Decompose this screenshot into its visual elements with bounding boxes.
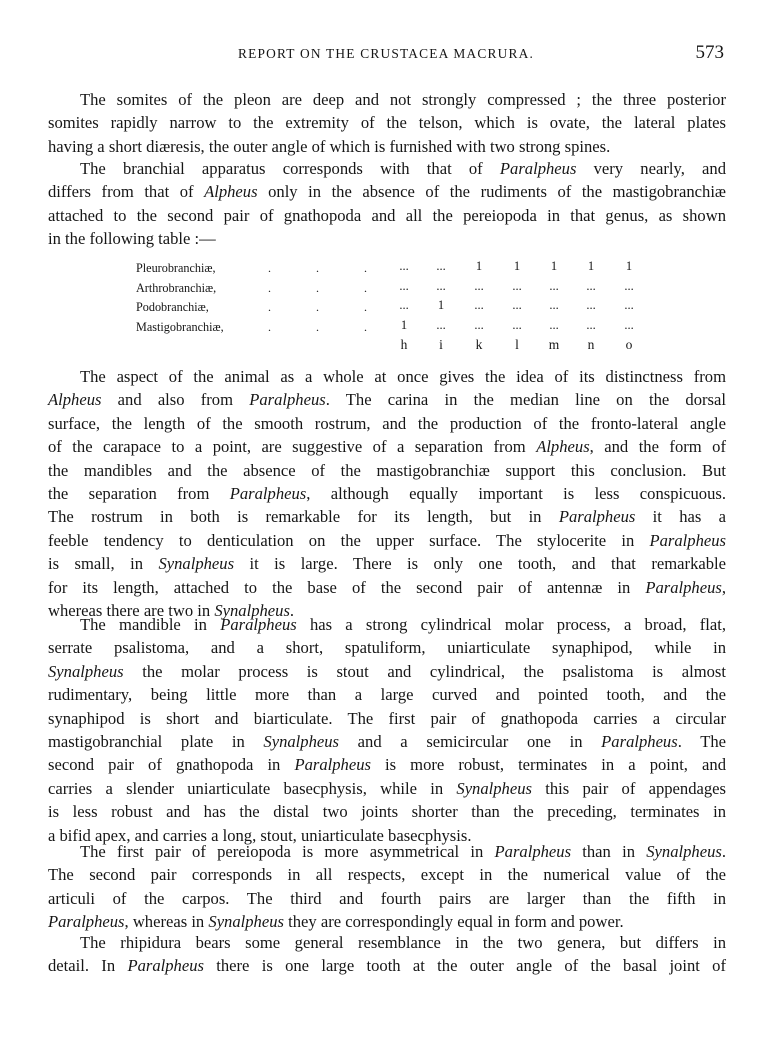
column-letter: i xyxy=(439,337,443,352)
table-cell: ... xyxy=(512,317,522,332)
leader-dot: . xyxy=(268,261,271,275)
page-number: 573 xyxy=(695,42,724,63)
text-line: the mandibles and the absence of the mastigobranchiæ support this conclusion. But xyxy=(48,460,726,480)
leader-dot: . xyxy=(268,280,271,295)
text-line: in the following table :— xyxy=(48,229,216,249)
leader-dot: . xyxy=(364,300,367,314)
text-line: The branchial apparatus corresponds with that of Paralpheus very nearly, and xyxy=(80,159,726,178)
row-label: Arthrobranchiæ, xyxy=(136,280,217,295)
table-cell: ... xyxy=(586,317,596,332)
table-cell: ... xyxy=(549,278,559,293)
table-cell: 1 xyxy=(400,317,408,332)
table-cell: 1 xyxy=(513,259,521,273)
running-title: REPORT ON THE CRUSTACEA MACRURA. xyxy=(237,46,535,61)
text-line: The second pair corresponds in all respects, except in the numerical value of the xyxy=(48,865,726,885)
leader-dot: . xyxy=(316,300,319,314)
text-line: differs from that of Alpheus only in the absence of the rudiments of the mastigobranchiæ xyxy=(48,182,726,202)
text-line: articuli of the carpos. The third and fourth pairs are larger than the fifth in xyxy=(48,888,726,908)
table-cell: ... xyxy=(474,298,484,312)
table-cell: ... xyxy=(436,259,446,273)
leader-dot: . xyxy=(316,261,319,275)
text-line: mastigobranchial plate in Synalpheus and a semicircular one in Paralpheus. The xyxy=(48,731,726,751)
table-cell: ... xyxy=(624,317,634,332)
paragraph-aspect xyxy=(48,365,726,622)
leader-dot: . xyxy=(268,319,271,334)
table-cell: 1 xyxy=(550,259,558,273)
paragraph-mandible xyxy=(48,613,726,847)
text-line: carries a slender uniarticulate basecphysis, while in Synalpheus this pair of appendages xyxy=(48,778,726,798)
text-line: The rostrum in both is remarkable for its length, but in Paralpheus it has a xyxy=(48,507,726,527)
paragraph-rhipidura xyxy=(48,931,726,978)
text-line: having a short diæresis, the outer angle of which is furnished with two strong spines. xyxy=(48,136,611,156)
text-line: Paralpheus, whereas in Synalpheus they are correspondingly equal in form and power. xyxy=(48,912,624,932)
leader-dot: . xyxy=(364,319,367,334)
leader-dot: . xyxy=(364,280,367,295)
leader-dot: . xyxy=(316,319,319,334)
branchial-formula-table xyxy=(136,259,646,357)
column-letter: l xyxy=(515,337,519,352)
text-line: The first pair of pereiopoda is more asymmetrical in Paralpheus than in Synalpheus. xyxy=(80,842,726,861)
table-row xyxy=(136,318,646,338)
table-cell: ... xyxy=(549,298,559,312)
row-label: Pleurobranchiæ, xyxy=(136,261,216,275)
table-cell: ... xyxy=(399,278,409,293)
column-letter: k xyxy=(475,337,483,352)
text-line: whereas there are two in Synalpheus. xyxy=(48,600,295,620)
text-line: detail. In Paralpheus there is one large tooth at the outer angle of the basal joint of xyxy=(48,956,726,976)
text-line: surface, the length of the smooth rostrum, and the production of the fronto-lateral angle xyxy=(48,413,726,433)
text-line: is less robust and has the distal two joints shorter than the preceding, terminates in xyxy=(48,802,726,822)
table-row xyxy=(136,259,646,279)
row-label: Podobranchiæ, xyxy=(136,300,209,314)
table-cell: 1 xyxy=(625,259,633,273)
text-line: The aspect of the animal as a whole at once gives the idea of its distinctness from xyxy=(80,367,726,386)
table-cell: 1 xyxy=(587,259,595,273)
table-row xyxy=(136,279,646,299)
table-cell: ... xyxy=(474,278,484,293)
table-cell: ... xyxy=(399,298,409,312)
paragraph-branchial xyxy=(48,157,726,251)
text-line: second pair of gnathopoda in Paralpheus is more robust, terminates in a point, and xyxy=(48,755,726,775)
text-line: a bifid apex, and carries a long, stout, uniarticulate basecphysis. xyxy=(48,825,472,845)
table-cell: ... xyxy=(586,278,596,293)
text-line: for its length, attached to the base of the second pair of antennæ in Paralpheus, xyxy=(48,577,726,597)
table-cell: ... xyxy=(586,298,596,312)
table-cell: ... xyxy=(549,317,559,332)
table-cell: ... xyxy=(624,278,634,293)
leader-dot: . xyxy=(316,280,319,295)
text-line: Synalpheus the molar process is stout and cylindrical, the psalistoma is almost xyxy=(48,661,726,681)
column-letter: n xyxy=(587,337,595,352)
table-cell: ... xyxy=(624,298,634,312)
table-cell: ... xyxy=(474,317,484,332)
text-line: rudimentary, being little more than a large curved and pointed tooth, and the xyxy=(48,685,726,705)
text-line: The somites of the pleon are deep and not strongly compressed ; the three posterior xyxy=(80,90,726,109)
table-cell: 1 xyxy=(437,298,445,312)
table-row xyxy=(136,298,646,318)
paragraph-pereiopoda xyxy=(48,840,726,934)
table-cell: ... xyxy=(512,278,522,293)
text-line: The rhipidura bears some general resemblance in the two genera, but differs in xyxy=(80,933,726,952)
text-line: the separation from Paralpheus, although equally important is less conspicuous. xyxy=(48,483,726,503)
text-line: is small, in Synalpheus it is large. There is only one tooth, and that remarkable xyxy=(48,554,726,574)
table-cell: 1 xyxy=(475,259,483,273)
text-line: of the carapace to a point, are suggestive of a separation from Alpheus, and the form of xyxy=(48,437,726,457)
paragraph-pleon xyxy=(48,88,726,158)
text-line: serrate psalistoma, and a short, spatuliform, uniarticulate synaphipod, while in xyxy=(48,638,726,658)
table-cell: ... xyxy=(399,259,409,273)
table-cell: ... xyxy=(512,298,522,312)
text-line: feeble tendency to denticulation on the upper surface. The stylocerite in Paralpheus xyxy=(48,530,726,550)
text-line: Alpheus and also from Paralpheus. The carina in the median line on the dorsal xyxy=(48,390,726,410)
column-letter: m xyxy=(548,337,560,352)
table-cell: ... xyxy=(436,317,446,332)
text-line: synaphipod is short and biarticulate. The first pair of gnathopoda carries a circular xyxy=(48,708,726,728)
column-letter: o xyxy=(625,337,633,352)
row-label: Mastigobranchiæ, xyxy=(136,319,224,334)
table-cell: ... xyxy=(436,278,446,293)
column-letter: h xyxy=(400,337,408,352)
text-line: somites rapidly narrow to the extremity of the telson, which is ovate, the lateral plates xyxy=(48,113,726,133)
text-line: attached to the second pair of gnathopoda and all the pereiopoda in that genus, as shown xyxy=(48,205,726,225)
text-line: The mandible in Paralpheus has a strong cylindrical molar process, a broad, flat, xyxy=(80,615,726,634)
leader-dot: . xyxy=(268,300,271,314)
running-header xyxy=(48,42,724,68)
leader-dot: . xyxy=(364,261,367,275)
column-letter-row xyxy=(136,337,646,357)
